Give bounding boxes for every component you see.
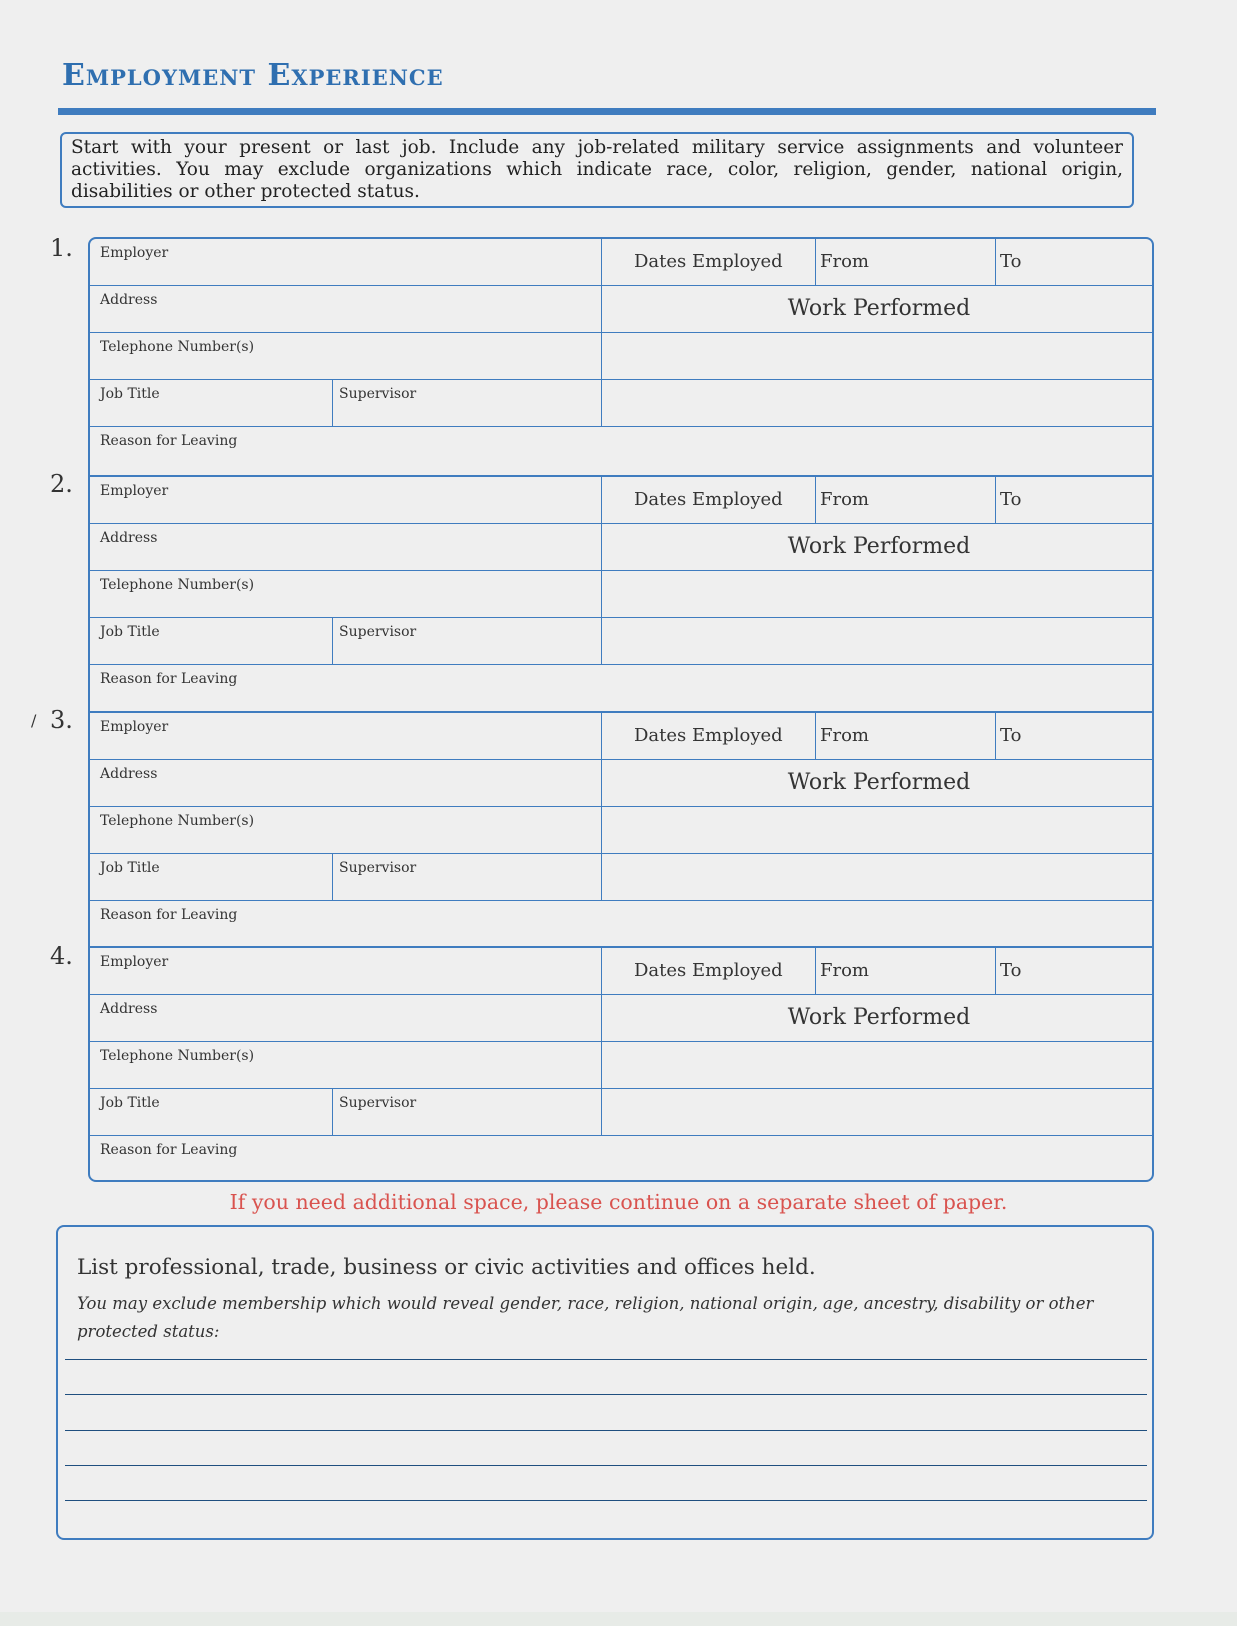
employer-field[interactable] <box>90 713 602 760</box>
reason-for-leaving-field[interactable] <box>90 1136 1154 1182</box>
telephone-label: Telephone Number(s) <box>100 339 255 355</box>
job-title-label: Job Title <box>100 624 160 640</box>
activity-write-line[interactable] <box>65 1359 1147 1360</box>
address-label: Address <box>100 1001 158 1017</box>
dates-employed-cell <box>602 239 816 286</box>
work-performed-line[interactable] <box>602 1089 1154 1136</box>
job-title-label: Job Title <box>100 1095 160 1111</box>
work-performed-header <box>602 760 1154 807</box>
address-label: Address <box>100 530 158 546</box>
telephone-field[interactable] <box>90 571 602 618</box>
work-performed-header <box>602 524 1154 571</box>
employment-entry <box>90 475 1152 713</box>
page-title: Employment Experience <box>62 58 444 93</box>
address-label: Address <box>100 292 158 308</box>
dates-employed-label: Dates Employed <box>634 725 783 746</box>
work-performed-line[interactable] <box>602 1042 1154 1089</box>
from-date-field[interactable] <box>816 713 996 760</box>
dates-employed-cell <box>602 477 816 524</box>
job-title-label: Job Title <box>100 386 160 402</box>
telephone-field[interactable] <box>90 333 602 380</box>
from-date-field[interactable] <box>816 948 996 995</box>
reason-for-leaving-label: Reason for Leaving <box>100 671 238 687</box>
from-label: From <box>820 960 869 981</box>
address-field[interactable] <box>90 995 602 1042</box>
work-performed-line[interactable] <box>602 618 1154 665</box>
supervisor-field[interactable] <box>333 618 602 665</box>
activity-write-line[interactable] <box>65 1500 1147 1501</box>
job-title-field[interactable] <box>90 1089 333 1136</box>
instructions-box: Start with your present or last job. Include any job-related military service assignments and volunteer activities. You may exclude organizations which indicate race, color, religion, gender, national origin, disabilities or other protected status. <box>60 132 1134 208</box>
dates-employed-cell <box>602 713 816 760</box>
employer-label: Employer <box>100 483 169 499</box>
job-title-field[interactable] <box>90 380 333 427</box>
work-performed-header <box>602 995 1154 1042</box>
to-label: To <box>1000 725 1022 746</box>
supervisor-label: Supervisor <box>339 860 417 876</box>
dates-employed-cell <box>602 948 816 995</box>
job-title-label: Job Title <box>100 860 160 876</box>
entry-number: 3. <box>50 706 73 734</box>
work-performed-line[interactable] <box>602 333 1154 380</box>
reason-for-leaving-field[interactable] <box>90 427 1154 475</box>
entry-number: 4. <box>50 942 73 970</box>
address-field[interactable] <box>90 760 602 807</box>
work-performed-line[interactable] <box>602 571 1154 618</box>
work-performed-line[interactable] <box>602 380 1154 427</box>
reason-for-leaving-label: Reason for Leaving <box>100 433 238 449</box>
from-label: From <box>820 725 869 746</box>
scan-edge <box>0 1612 1237 1626</box>
to-date-field[interactable] <box>996 713 1154 760</box>
from-date-field[interactable] <box>816 239 996 286</box>
to-label: To <box>1000 960 1022 981</box>
additional-space-notice: If you need additional space, please continue on a separate sheet of paper. <box>229 1190 1008 1214</box>
to-date-field[interactable] <box>996 948 1154 995</box>
employer-field[interactable] <box>90 477 602 524</box>
employment-entry <box>90 239 1152 475</box>
from-label: From <box>820 489 869 510</box>
employer-label: Employer <box>100 954 169 970</box>
dates-employed-label: Dates Employed <box>634 960 783 981</box>
reason-for-leaving-label: Reason for Leaving <box>100 907 238 923</box>
from-label: From <box>820 251 869 272</box>
reason-for-leaving-label: Reason for Leaving <box>100 1142 238 1158</box>
telephone-field[interactable] <box>90 1042 602 1089</box>
supervisor-label: Supervisor <box>339 1095 417 1111</box>
employer-field[interactable] <box>90 239 602 286</box>
employer-field[interactable] <box>90 948 602 995</box>
entry-number: 1. <box>50 234 73 262</box>
telephone-field[interactable] <box>90 807 602 854</box>
title-underline <box>58 108 1156 115</box>
employer-label: Employer <box>100 719 169 735</box>
job-title-field[interactable] <box>90 854 333 901</box>
activity-write-line[interactable] <box>65 1430 1147 1431</box>
dates-employed-label: Dates Employed <box>634 251 783 272</box>
work-performed-label: Work Performed <box>787 770 971 795</box>
stray-mark: / <box>31 711 37 730</box>
activity-write-line[interactable] <box>65 1465 1147 1466</box>
to-label: To <box>1000 251 1022 272</box>
job-title-field[interactable] <box>90 618 333 665</box>
employment-entry <box>90 946 1152 1182</box>
telephone-label: Telephone Number(s) <box>100 1048 255 1064</box>
activities-heading: List professional, trade, business or civic activities and offices held. <box>77 1255 816 1280</box>
dates-employed-label: Dates Employed <box>634 489 783 510</box>
activities-note: You may exclude membership which would reveal gender, race, religion, national origin, age, ancestry, disability or other protected status: <box>77 1294 1094 1341</box>
telephone-label: Telephone Number(s) <box>100 813 255 829</box>
supervisor-field[interactable] <box>333 1089 602 1136</box>
work-performed-line[interactable] <box>602 854 1154 901</box>
work-performed-label: Work Performed <box>787 296 971 321</box>
from-date-field[interactable] <box>816 477 996 524</box>
activity-write-line[interactable] <box>65 1394 1147 1395</box>
supervisor-field[interactable] <box>333 380 602 427</box>
work-performed-label: Work Performed <box>787 534 971 559</box>
reason-for-leaving-field[interactable] <box>90 665 1154 713</box>
employer-label: Employer <box>100 245 169 261</box>
to-date-field[interactable] <box>996 239 1154 286</box>
entry-number: 2. <box>50 470 73 498</box>
address-field[interactable] <box>90 286 602 333</box>
activities-box <box>56 1225 1154 1540</box>
employment-entry <box>90 711 1152 949</box>
telephone-label: Telephone Number(s) <box>100 577 255 593</box>
supervisor-label: Supervisor <box>339 386 417 402</box>
reason-for-leaving-field[interactable] <box>90 901 1154 949</box>
to-label: To <box>1000 489 1022 510</box>
employment-entries-table <box>88 237 1154 1182</box>
supervisor-field[interactable] <box>333 854 602 901</box>
work-performed-label: Work Performed <box>787 1005 971 1030</box>
address-field[interactable] <box>90 524 602 571</box>
work-performed-line[interactable] <box>602 807 1154 854</box>
supervisor-label: Supervisor <box>339 624 417 640</box>
address-label: Address <box>100 766 158 782</box>
to-date-field[interactable] <box>996 477 1154 524</box>
work-performed-header <box>602 286 1154 333</box>
